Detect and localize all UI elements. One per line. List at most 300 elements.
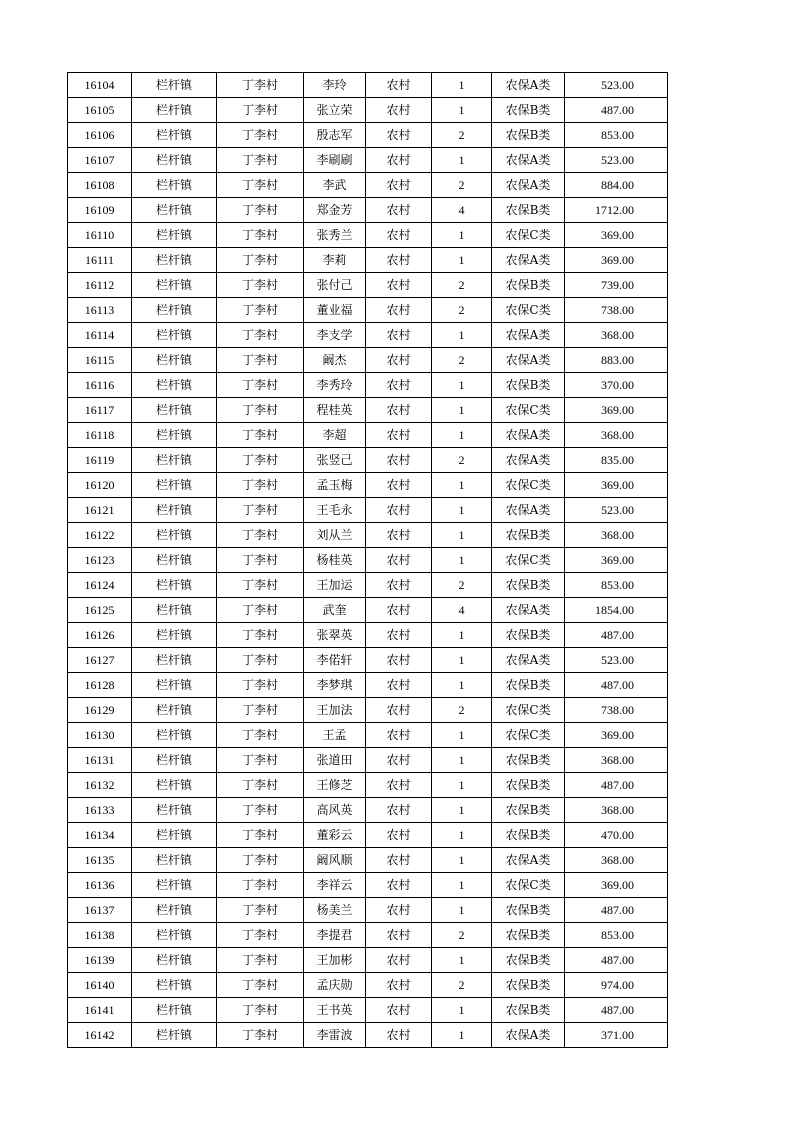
town-cell: 栏杆镇: [132, 398, 217, 423]
table-row: [68, 273, 668, 298]
name-cell: 孟玉梅: [304, 473, 366, 498]
town-cell: 栏杆镇: [132, 73, 217, 98]
name-cell: 张道田: [304, 748, 366, 773]
name-cell: 阚风顺: [304, 848, 366, 873]
town-cell: 栏杆镇: [132, 998, 217, 1023]
table-row: [68, 623, 668, 648]
amount-cell: 884.00: [565, 173, 668, 198]
record-id-cell: 16109: [68, 198, 132, 223]
allowance-table: [67, 72, 668, 1048]
category-cell: 农保B类: [492, 798, 565, 823]
town-cell: 栏杆镇: [132, 748, 217, 773]
people-count-cell: 1: [432, 848, 492, 873]
table-row: [68, 148, 668, 173]
household-type-cell: 农村: [366, 773, 432, 798]
table-row: [68, 548, 668, 573]
village-cell: 丁李村: [217, 473, 304, 498]
amount-cell: 1712.00: [565, 198, 668, 223]
category-cell: 农保B类: [492, 198, 565, 223]
category-cell: 农保A类: [492, 323, 565, 348]
household-type-cell: 农村: [366, 173, 432, 198]
town-cell: 栏杆镇: [132, 473, 217, 498]
table-row: [68, 523, 668, 548]
name-cell: 李偌轩: [304, 648, 366, 673]
category-cell: 农保C类: [492, 548, 565, 573]
village-cell: 丁李村: [217, 873, 304, 898]
people-count-cell: 1: [432, 148, 492, 173]
category-cell: 农保A类: [492, 498, 565, 523]
table-row: [68, 98, 668, 123]
household-type-cell: 农村: [366, 598, 432, 623]
table-row: [68, 698, 668, 723]
village-cell: 丁李村: [217, 723, 304, 748]
amount-cell: 369.00: [565, 248, 668, 273]
table-row: [68, 173, 668, 198]
category-cell: 农保A类: [492, 448, 565, 473]
name-cell: 李支学: [304, 323, 366, 348]
record-id-cell: 16112: [68, 273, 132, 298]
record-id-cell: 16131: [68, 748, 132, 773]
name-cell: 张付己: [304, 273, 366, 298]
table-row: [68, 948, 668, 973]
name-cell: 王修芝: [304, 773, 366, 798]
people-count-cell: 1: [432, 548, 492, 573]
people-count-cell: 2: [432, 123, 492, 148]
household-type-cell: 农村: [366, 323, 432, 348]
table-row: [68, 648, 668, 673]
category-cell: 农保C类: [492, 398, 565, 423]
record-id-cell: 16107: [68, 148, 132, 173]
amount-cell: 369.00: [565, 873, 668, 898]
record-id-cell: 16104: [68, 73, 132, 98]
village-cell: 丁李村: [217, 773, 304, 798]
name-cell: 李刷刷: [304, 148, 366, 173]
name-cell: 杨美兰: [304, 898, 366, 923]
table-row: [68, 748, 668, 773]
record-id-cell: 16120: [68, 473, 132, 498]
amount-cell: 835.00: [565, 448, 668, 473]
village-cell: 丁李村: [217, 323, 304, 348]
table-row: [68, 198, 668, 223]
record-id-cell: 16121: [68, 498, 132, 523]
village-cell: 丁李村: [217, 348, 304, 373]
town-cell: 栏杆镇: [132, 848, 217, 873]
table-row: [68, 723, 668, 748]
name-cell: 张翠英: [304, 623, 366, 648]
people-count-cell: 1: [432, 1023, 492, 1048]
category-cell: 农保B类: [492, 948, 565, 973]
category-cell: 农保B类: [492, 623, 565, 648]
record-id-cell: 16124: [68, 573, 132, 598]
village-cell: 丁李村: [217, 298, 304, 323]
people-count-cell: 1: [432, 398, 492, 423]
category-cell: 农保A类: [492, 248, 565, 273]
table-row: [68, 123, 668, 148]
household-type-cell: 农村: [366, 898, 432, 923]
record-id-cell: 16118: [68, 423, 132, 448]
household-type-cell: 农村: [366, 273, 432, 298]
amount-cell: 368.00: [565, 798, 668, 823]
record-id-cell: 16130: [68, 723, 132, 748]
category-cell: 农保B类: [492, 748, 565, 773]
record-id-cell: 16117: [68, 398, 132, 423]
table-row: [68, 323, 668, 348]
town-cell: 栏杆镇: [132, 423, 217, 448]
name-cell: 郑金芳: [304, 198, 366, 223]
table-row: [68, 998, 668, 1023]
household-type-cell: 农村: [366, 448, 432, 473]
household-type-cell: 农村: [366, 1023, 432, 1048]
village-cell: 丁李村: [217, 573, 304, 598]
town-cell: 栏杆镇: [132, 548, 217, 573]
table-row: [68, 848, 668, 873]
amount-cell: 369.00: [565, 723, 668, 748]
name-cell: 武奎: [304, 598, 366, 623]
town-cell: 栏杆镇: [132, 298, 217, 323]
category-cell: 农保B类: [492, 373, 565, 398]
name-cell: 李梦琪: [304, 673, 366, 698]
name-cell: 王加运: [304, 573, 366, 598]
people-count-cell: 1: [432, 323, 492, 348]
name-cell: 王毛永: [304, 498, 366, 523]
record-id-cell: 16115: [68, 348, 132, 373]
record-id-cell: 16114: [68, 323, 132, 348]
town-cell: 栏杆镇: [132, 573, 217, 598]
people-count-cell: 1: [432, 623, 492, 648]
village-cell: 丁李村: [217, 748, 304, 773]
record-id-cell: 16135: [68, 848, 132, 873]
town-cell: 栏杆镇: [132, 348, 217, 373]
table-row: [68, 898, 668, 923]
record-id-cell: 16136: [68, 873, 132, 898]
town-cell: 栏杆镇: [132, 698, 217, 723]
people-count-cell: 1: [432, 73, 492, 98]
table-row: [68, 573, 668, 598]
table-row: [68, 798, 668, 823]
village-cell: 丁李村: [217, 448, 304, 473]
category-cell: 农保B类: [492, 923, 565, 948]
household-type-cell: 农村: [366, 198, 432, 223]
town-cell: 栏杆镇: [132, 673, 217, 698]
people-count-cell: 2: [432, 273, 492, 298]
category-cell: 农保A类: [492, 148, 565, 173]
table-row: [68, 673, 668, 698]
household-type-cell: 农村: [366, 998, 432, 1023]
category-cell: 农保C类: [492, 698, 565, 723]
household-type-cell: 农村: [366, 398, 432, 423]
village-cell: 丁李村: [217, 248, 304, 273]
record-id-cell: 16106: [68, 123, 132, 148]
table-row: [68, 223, 668, 248]
people-count-cell: 2: [432, 173, 492, 198]
village-cell: 丁李村: [217, 523, 304, 548]
category-cell: 农保A类: [492, 598, 565, 623]
table-row: [68, 398, 668, 423]
category-cell: 农保A类: [492, 648, 565, 673]
village-cell: 丁李村: [217, 423, 304, 448]
household-type-cell: 农村: [366, 948, 432, 973]
name-cell: 孟庆勋: [304, 973, 366, 998]
town-cell: 栏杆镇: [132, 1023, 217, 1048]
amount-cell: 523.00: [565, 648, 668, 673]
village-cell: 丁李村: [217, 998, 304, 1023]
household-type-cell: 农村: [366, 548, 432, 573]
household-type-cell: 农村: [366, 748, 432, 773]
town-cell: 栏杆镇: [132, 323, 217, 348]
town-cell: 栏杆镇: [132, 173, 217, 198]
amount-cell: 368.00: [565, 748, 668, 773]
category-cell: 农保A类: [492, 423, 565, 448]
category-cell: 农保C类: [492, 723, 565, 748]
household-type-cell: 农村: [366, 873, 432, 898]
name-cell: 王孟: [304, 723, 366, 748]
village-cell: 丁李村: [217, 898, 304, 923]
amount-cell: 1854.00: [565, 598, 668, 623]
people-count-cell: 2: [432, 348, 492, 373]
record-id-cell: 16119: [68, 448, 132, 473]
people-count-cell: 1: [432, 898, 492, 923]
people-count-cell: 2: [432, 698, 492, 723]
household-type-cell: 农村: [366, 648, 432, 673]
name-cell: 杨桂英: [304, 548, 366, 573]
category-cell: 农保B类: [492, 998, 565, 1023]
category-cell: 农保B类: [492, 773, 565, 798]
record-id-cell: 16125: [68, 598, 132, 623]
household-type-cell: 农村: [366, 798, 432, 823]
amount-cell: 368.00: [565, 848, 668, 873]
village-cell: 丁李村: [217, 623, 304, 648]
amount-cell: 369.00: [565, 548, 668, 573]
amount-cell: 738.00: [565, 698, 668, 723]
people-count-cell: 1: [432, 998, 492, 1023]
amount-cell: 370.00: [565, 373, 668, 398]
town-cell: 栏杆镇: [132, 898, 217, 923]
town-cell: 栏杆镇: [132, 273, 217, 298]
household-type-cell: 农村: [366, 523, 432, 548]
record-id-cell: 16126: [68, 623, 132, 648]
household-type-cell: 农村: [366, 823, 432, 848]
amount-cell: 487.00: [565, 673, 668, 698]
household-type-cell: 农村: [366, 673, 432, 698]
category-cell: 农保C类: [492, 873, 565, 898]
category-cell: 农保A类: [492, 1023, 565, 1048]
amount-cell: 368.00: [565, 323, 668, 348]
household-type-cell: 农村: [366, 923, 432, 948]
amount-cell: 487.00: [565, 773, 668, 798]
name-cell: 李祥云: [304, 873, 366, 898]
household-type-cell: 农村: [366, 123, 432, 148]
household-type-cell: 农村: [366, 373, 432, 398]
table-row: [68, 773, 668, 798]
record-id-cell: 16134: [68, 823, 132, 848]
name-cell: 刘从兰: [304, 523, 366, 548]
people-count-cell: 1: [432, 823, 492, 848]
amount-cell: 883.00: [565, 348, 668, 373]
name-cell: 殷志军: [304, 123, 366, 148]
people-count-cell: 1: [432, 523, 492, 548]
people-count-cell: 1: [432, 673, 492, 698]
category-cell: 农保B类: [492, 123, 565, 148]
household-type-cell: 农村: [366, 573, 432, 598]
name-cell: 李提君: [304, 923, 366, 948]
name-cell: 李武: [304, 173, 366, 198]
household-type-cell: 农村: [366, 73, 432, 98]
table-row: [68, 73, 668, 98]
amount-cell: 369.00: [565, 473, 668, 498]
category-cell: 农保B类: [492, 823, 565, 848]
table-row: [68, 498, 668, 523]
amount-cell: 739.00: [565, 273, 668, 298]
people-count-cell: 4: [432, 598, 492, 623]
people-count-cell: 2: [432, 298, 492, 323]
household-type-cell: 农村: [366, 498, 432, 523]
people-count-cell: 1: [432, 373, 492, 398]
table-row: [68, 823, 668, 848]
people-count-cell: 1: [432, 473, 492, 498]
village-cell: 丁李村: [217, 498, 304, 523]
table-row: [68, 473, 668, 498]
town-cell: 栏杆镇: [132, 948, 217, 973]
table-row: [68, 598, 668, 623]
town-cell: 栏杆镇: [132, 798, 217, 823]
amount-cell: 369.00: [565, 223, 668, 248]
category-cell: 农保B类: [492, 973, 565, 998]
town-cell: 栏杆镇: [132, 198, 217, 223]
household-type-cell: 农村: [366, 723, 432, 748]
town-cell: 栏杆镇: [132, 248, 217, 273]
amount-cell: 523.00: [565, 73, 668, 98]
record-id-cell: 16141: [68, 998, 132, 1023]
town-cell: 栏杆镇: [132, 498, 217, 523]
name-cell: 阚杰: [304, 348, 366, 373]
village-cell: 丁李村: [217, 373, 304, 398]
people-count-cell: 1: [432, 98, 492, 123]
town-cell: 栏杆镇: [132, 98, 217, 123]
name-cell: 董彩云: [304, 823, 366, 848]
name-cell: 高风英: [304, 798, 366, 823]
people-count-cell: 2: [432, 573, 492, 598]
amount-cell: 368.00: [565, 523, 668, 548]
town-cell: 栏杆镇: [132, 148, 217, 173]
village-cell: 丁李村: [217, 98, 304, 123]
name-cell: 李雷波: [304, 1023, 366, 1048]
town-cell: 栏杆镇: [132, 723, 217, 748]
amount-cell: 371.00: [565, 1023, 668, 1048]
amount-cell: 853.00: [565, 123, 668, 148]
table-row: [68, 373, 668, 398]
amount-cell: 487.00: [565, 98, 668, 123]
category-cell: 农保C类: [492, 473, 565, 498]
village-cell: 丁李村: [217, 673, 304, 698]
village-cell: 丁李村: [217, 923, 304, 948]
people-count-cell: 2: [432, 923, 492, 948]
village-cell: 丁李村: [217, 1023, 304, 1048]
village-cell: 丁李村: [217, 948, 304, 973]
record-id-cell: 16132: [68, 773, 132, 798]
town-cell: 栏杆镇: [132, 873, 217, 898]
category-cell: 农保C类: [492, 223, 565, 248]
category-cell: 农保B类: [492, 573, 565, 598]
household-type-cell: 农村: [366, 698, 432, 723]
people-count-cell: 1: [432, 798, 492, 823]
people-count-cell: 1: [432, 223, 492, 248]
record-id-cell: 16138: [68, 923, 132, 948]
people-count-cell: 1: [432, 773, 492, 798]
amount-cell: 369.00: [565, 398, 668, 423]
table-row: [68, 423, 668, 448]
name-cell: 李莉: [304, 248, 366, 273]
household-type-cell: 农村: [366, 848, 432, 873]
village-cell: 丁李村: [217, 273, 304, 298]
town-cell: 栏杆镇: [132, 223, 217, 248]
category-cell: 农保A类: [492, 73, 565, 98]
record-id-cell: 16142: [68, 1023, 132, 1048]
record-id-cell: 16105: [68, 98, 132, 123]
town-cell: 栏杆镇: [132, 623, 217, 648]
village-cell: 丁李村: [217, 198, 304, 223]
category-cell: 农保A类: [492, 348, 565, 373]
village-cell: 丁李村: [217, 173, 304, 198]
village-cell: 丁李村: [217, 73, 304, 98]
village-cell: 丁李村: [217, 798, 304, 823]
record-id-cell: 16137: [68, 898, 132, 923]
town-cell: 栏杆镇: [132, 523, 217, 548]
table-body: [68, 73, 668, 1048]
people-count-cell: 1: [432, 498, 492, 523]
amount-cell: 487.00: [565, 998, 668, 1023]
record-id-cell: 16122: [68, 523, 132, 548]
town-cell: 栏杆镇: [132, 823, 217, 848]
amount-cell: 523.00: [565, 498, 668, 523]
category-cell: 农保A类: [492, 848, 565, 873]
category-cell: 农保C类: [492, 298, 565, 323]
record-id-cell: 16127: [68, 648, 132, 673]
people-count-cell: 1: [432, 723, 492, 748]
people-count-cell: 1: [432, 423, 492, 448]
record-id-cell: 16129: [68, 698, 132, 723]
record-id-cell: 16111: [68, 248, 132, 273]
table-row: [68, 923, 668, 948]
amount-cell: 738.00: [565, 298, 668, 323]
name-cell: 李秀玲: [304, 373, 366, 398]
category-cell: 农保A类: [492, 173, 565, 198]
table-row: [68, 298, 668, 323]
village-cell: 丁李村: [217, 398, 304, 423]
amount-cell: 974.00: [565, 973, 668, 998]
town-cell: 栏杆镇: [132, 923, 217, 948]
town-cell: 栏杆镇: [132, 123, 217, 148]
household-type-cell: 农村: [366, 223, 432, 248]
name-cell: 王加法: [304, 698, 366, 723]
amount-cell: 487.00: [565, 623, 668, 648]
category-cell: 农保B类: [492, 273, 565, 298]
village-cell: 丁李村: [217, 648, 304, 673]
village-cell: 丁李村: [217, 698, 304, 723]
name-cell: 张秀兰: [304, 223, 366, 248]
table-row: [68, 973, 668, 998]
record-id-cell: 16123: [68, 548, 132, 573]
village-cell: 丁李村: [217, 848, 304, 873]
amount-cell: 853.00: [565, 923, 668, 948]
record-id-cell: 16133: [68, 798, 132, 823]
village-cell: 丁李村: [217, 823, 304, 848]
record-id-cell: 16113: [68, 298, 132, 323]
category-cell: 农保B类: [492, 98, 565, 123]
name-cell: 王书英: [304, 998, 366, 1023]
name-cell: 程桂英: [304, 398, 366, 423]
name-cell: 张竖己: [304, 448, 366, 473]
household-type-cell: 农村: [366, 623, 432, 648]
